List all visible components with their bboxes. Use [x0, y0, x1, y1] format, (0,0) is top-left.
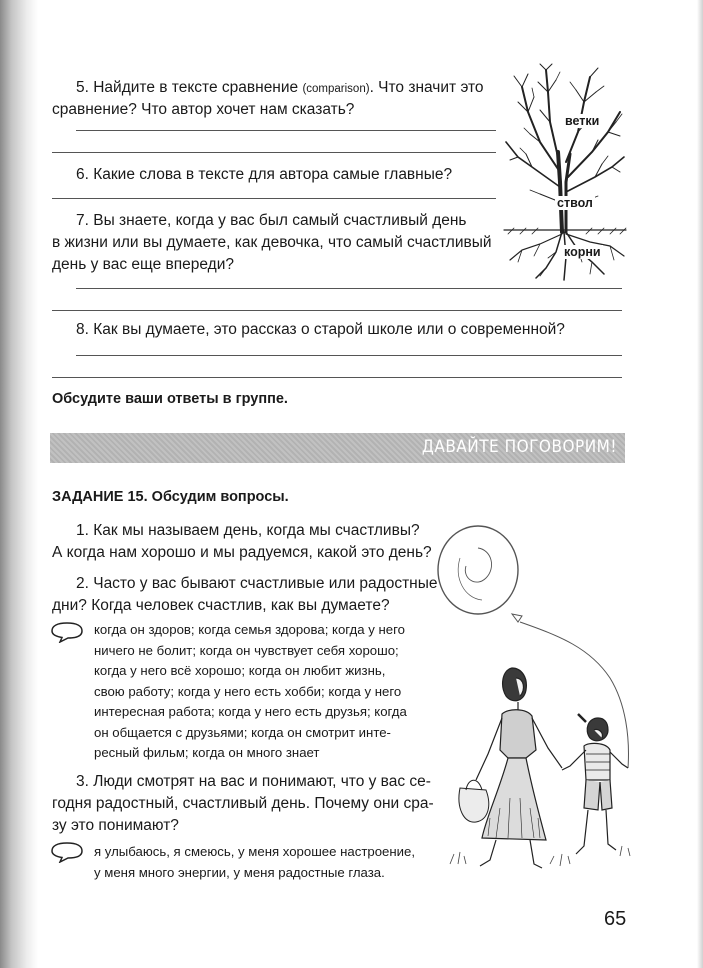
- task-15-answer-2: [94, 620, 407, 764]
- answer-line-text: ничего не болит; когда он чувствует себя хорошо;: [94, 642, 399, 658]
- task-15-q3-line-1: 3. Люди смотрят на вас и понимают, что у вас се-: [76, 773, 431, 790]
- answer-line-text: у меня много энергии, у меня радостные глаза.: [94, 864, 385, 880]
- answer-line-text: интересная работа; когда у него есть друзья; когда: [94, 704, 407, 719]
- discuss-instruction: Обсудите ваши ответы в группе.: [52, 391, 288, 407]
- task-15-q3-line-2: годня радостный, счастливый день. Почему они сра-: [52, 795, 434, 812]
- answer-line-text: свою работу; когда у него есть хобби; когда у него: [94, 683, 402, 699]
- tree-label-roots: корни: [564, 245, 601, 259]
- mother-daughter-balloon-illustration: [430, 518, 650, 878]
- answer-line-text: ресный фильм; когда он много знает: [94, 745, 320, 760]
- answer-line: [52, 377, 622, 378]
- page-edge: [697, 0, 703, 968]
- answer-line-text: когда он здоров; когда семья здорова; когда у него: [94, 622, 405, 637]
- answer-line: [76, 130, 496, 131]
- question-5-text-end: . Что значит это: [369, 79, 484, 96]
- answer-line-text: он общается с друзьями; когда он смотрит инте-: [94, 724, 391, 740]
- question-7-line-3: день у вас еще впереди?: [52, 256, 234, 273]
- section-banner: [50, 433, 625, 463]
- task-15-q1-line-1: 1. Как мы называем день, когда мы счастливы?: [76, 522, 420, 539]
- answer-line: [52, 198, 496, 199]
- answer-line-text: когда у него всё хорошо; когда он любит жизнь,: [94, 663, 386, 678]
- answer-line: [76, 355, 622, 356]
- task-15-q1-line-2: А когда нам хорошо и мы радуемся, какой это день?: [52, 544, 432, 561]
- task-15-q2-line-2: дни? Когда человек счастлив, как вы думаете?: [52, 597, 390, 614]
- answer-line: [52, 310, 622, 311]
- speech-bubble-icon: [50, 621, 84, 643]
- task-15-q2-line-1: 2. Часто у вас бывают счастливые или радостные: [76, 575, 438, 592]
- task-15-answer-3: [94, 842, 415, 883]
- question-7-line-1: 7. Вы знаете, когда у вас был самый счастливый день: [76, 212, 467, 229]
- question-5-line-2: сравнение? Что автор хочет нам сказать?: [52, 101, 355, 118]
- question-8: 8. Как вы думаете, это рассказ о старой школе или о современной?: [76, 321, 565, 338]
- tree-label-branches: ветки: [565, 114, 600, 128]
- answer-line: [76, 288, 622, 289]
- banner-title: ДАВАЙТЕ ПОГОВОРИМ!: [421, 437, 617, 457]
- question-5-gloss: (comparison): [302, 83, 370, 95]
- answer-line: [52, 152, 496, 153]
- speech-bubble-icon: [50, 841, 84, 863]
- page-number: 65: [604, 908, 627, 930]
- question-5: [52, 77, 492, 100]
- task-15-heading: ЗАДАНИЕ 15. Обсудим вопросы.: [52, 489, 289, 505]
- task-15-q3-line-3: зу это понимают?: [52, 817, 179, 834]
- question-7-line-2: в жизни или вы думаете, как девочка, что самый счастливый: [52, 234, 492, 251]
- answer-line-text: я улыбаюсь, я смеюсь, у меня хорошее настроение,: [94, 844, 416, 859]
- question-6: 6. Какие слова в тексте для автора самые главные?: [76, 166, 453, 183]
- question-5-text: 5. Найдите в тексте сравнение: [76, 79, 303, 96]
- page-gutter-shadow: [0, 0, 38, 968]
- tree-label-trunk: ствол: [557, 196, 593, 210]
